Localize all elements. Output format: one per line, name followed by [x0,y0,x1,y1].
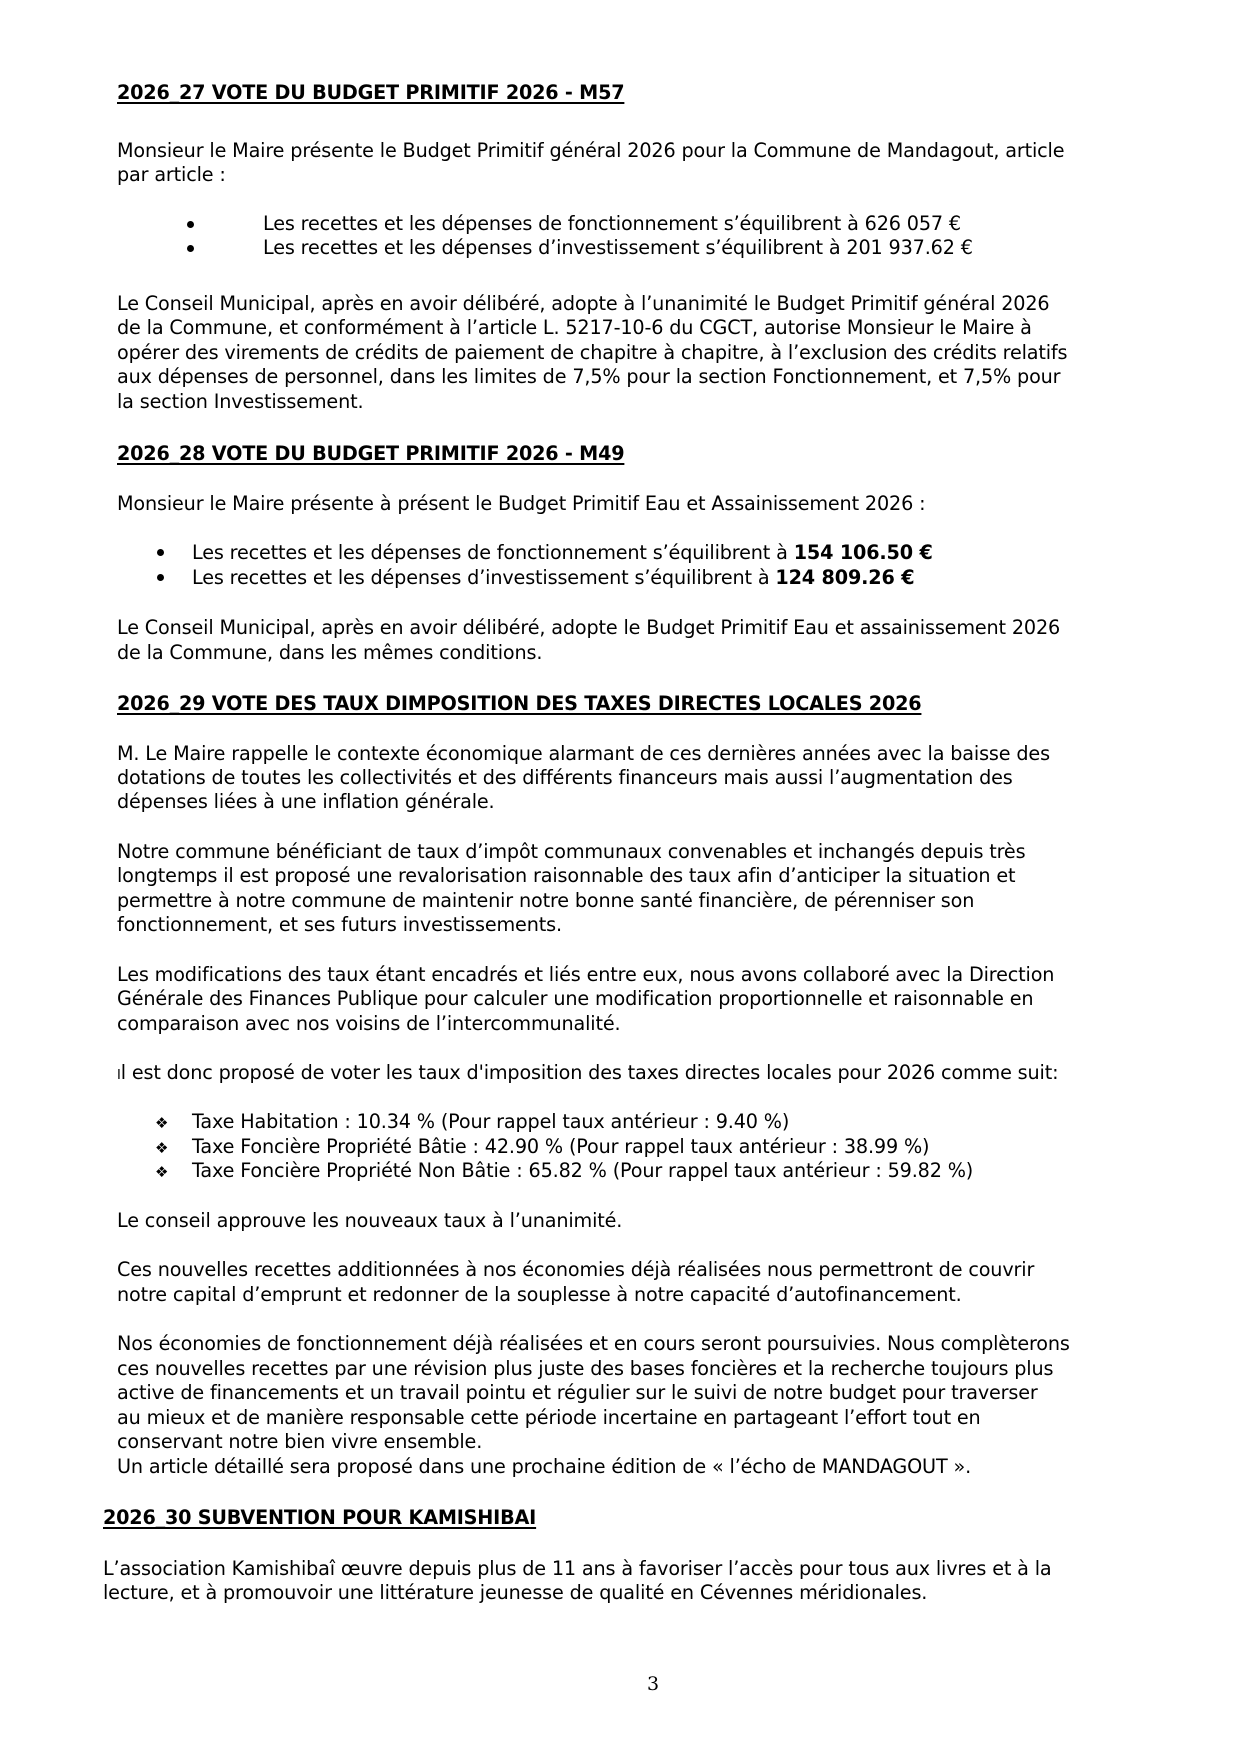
paragraph-line: de la Commune, et conformément à l’article L. 5217-10-6 du CGCT, autorise Monsieur le Maire à [117,316,1032,339]
section-heading-29: 2026_29 VOTE DES TAUX DIMPOSITION DES TAXES DIRECTES LOCALES 2026 [117,692,922,715]
paragraph-line: Le conseil approuve les nouveaux taux à l’unanimité. [117,1209,623,1232]
paragraph-line: Monsieur le Maire présente le Budget Primitif général 2026 pour la Commune de Mandagout, article [117,139,1065,162]
diamond-bullet-icon: ❖ [155,1139,169,1157]
list-item: Les recettes et les dépenses d’investissement s’équilibrent à 201 937.62 € [263,236,973,259]
bullet-dot-icon [187,245,194,252]
paragraph-line: dotations de toutes les collectivités et des différents financeurs mais aussi l’augmentation des [117,766,1013,789]
paragraph-line: M. Le Maire rappelle le contexte économique alarmant de ces dernières années avec la baisse des [117,742,1050,765]
paragraph-line: notre capital d’emprunt et redonner de la souplesse à notre capacité d’autofinancement. [117,1283,962,1306]
paragraph-line: longtemps il est proposé une revalorisation raisonnable des taux afin d’anticiper la situation et [117,864,1016,887]
list-item-text: Les recettes et les dépenses d’investissement s’équilibrent à [192,566,776,589]
paragraph-line: Les modifications des taux étant encadrés et liés entre eux, nous avons collaboré avec la Direction [117,963,1055,986]
paragraph-line: opérer des virements de crédits de paiement de chapitre à chapitre, à l’exclusion des crédits relatifs [117,341,1068,364]
bullet-dot-icon [187,221,194,228]
paragraph-line: la section Investissement. [117,390,364,413]
paragraph-line: conservant notre bien vivre ensemble. [117,1430,483,1453]
paragraph-line: permettre à notre commune de maintenir notre bonne santé financière, de pérenniser son [117,889,975,912]
diamond-bullet-icon: ❖ [155,1163,169,1181]
list-item [192,566,914,591]
diamond-bullet-icon: ❖ [155,1114,169,1132]
paragraph-line: de la Commune, dans les mêmes conditions. [117,641,543,664]
section-heading-30: 2026_30 SUBVENTION POUR KAMISHIBAI [103,1506,537,1529]
paragraph-line: Nos économies de fonctionnement déjà réalisées et en cours seront poursuivies. Nous complèterons [117,1332,1070,1355]
paragraph-line: active de financements et un travail pointu et régulier sur le suivi de notre budget pour traverser [117,1381,1038,1404]
paragraph-line: comparaison avec nos voisins de l’intercommunalité. [117,1012,621,1035]
paragraph-line: Le Conseil Municipal, après en avoir délibéré, adopte le Budget Primitif Eau et assainissement 2026 [117,616,1061,639]
amount-value: 154 106.50 € [793,541,933,564]
list-item [192,541,933,566]
tax-rate-item: Taxe Habitation : 10.34 % (Pour rappel taux antérieur : 9.40 %) [192,1110,790,1133]
first-letter: I [117,1068,121,1083]
paragraph-line: Un article détaillé sera proposé dans une prochaine édition de « l’écho de MANDAGOUT ». [117,1455,972,1478]
section-heading-28: 2026_28 VOTE DU BUDGET PRIMITIF 2026 - M49 [117,442,625,465]
paragraph-line: au mieux et de manière responsable cette période incertaine en partageant l’effort tout en [117,1406,981,1429]
paragraph-line: Monsieur le Maire présente à présent le Budget Primitif Eau et Assainissement 2026 : [117,492,926,515]
paragraph-line: Générale des Finances Publique pour calculer une modification proportionnelle et raisonnable en [117,987,1034,1010]
paragraph-line: Le Conseil Municipal, après en avoir délibéré, adopte à l’unanimité le Budget Primitif général 2026 [117,292,1050,315]
section-heading-27: 2026_27 VOTE DU BUDGET PRIMITIF 2026 - M57 [117,81,625,104]
paragraph-line: dépenses liées à une inflation générale. [117,790,495,813]
bullet-dot-icon [157,549,164,556]
list-item-text: Les recettes et les dépenses de fonctionnement s’équilibrent à [192,541,794,564]
tax-rate-item: Taxe Foncière Propriété Non Bâtie : 65.82 % (Pour rappel taux antérieur : 59.82 %) [192,1159,974,1182]
paragraph-line: Notre commune bénéficiant de taux d’impôt communaux convenables et inchangés depuis très [117,840,1026,863]
paragraph-text: l est donc proposé de voter les taux d'imposition des taxes directes locales pour 2026 comme suit: [120,1061,1059,1084]
paragraph-line: aux dépenses de personnel, dans les limites de 7,5% pour la section Fonctionnement, et 7,5% pour [117,365,1061,388]
bullet-dot-icon [157,574,164,581]
list-item: Les recettes et les dépenses de fonctionnement s’équilibrent à 626 057 € [263,212,961,235]
paragraph-line: lecture, et à promouvoir une littérature jeunesse de qualité en Cévennes méridionales. [103,1581,928,1604]
paragraph-line: Ces nouvelles recettes additionnées à nos économies déjà réalisées nous permettront de couvrir [117,1258,1035,1281]
paragraph-line [117,1061,1058,1089]
tax-rate-item: Taxe Foncière Propriété Bâtie : 42.90 % (Pour rappel taux antérieur : 38.99 %) [192,1135,930,1158]
paragraph-line: L’association Kamishibaî œuvre depuis plus de 11 ans à favoriser l’accès pour tous aux livres et à la [103,1557,1052,1580]
paragraph-line: ces nouvelles recettes par une révision plus juste des bases foncières et la recherche toujours plus [117,1357,1054,1380]
page-number: 3 [647,1673,660,1695]
paragraph-line: fonctionnement, et ses futurs investissements. [117,913,562,936]
paragraph-line: par article : [117,163,226,186]
amount-value: 124 809.26 € [775,566,915,589]
